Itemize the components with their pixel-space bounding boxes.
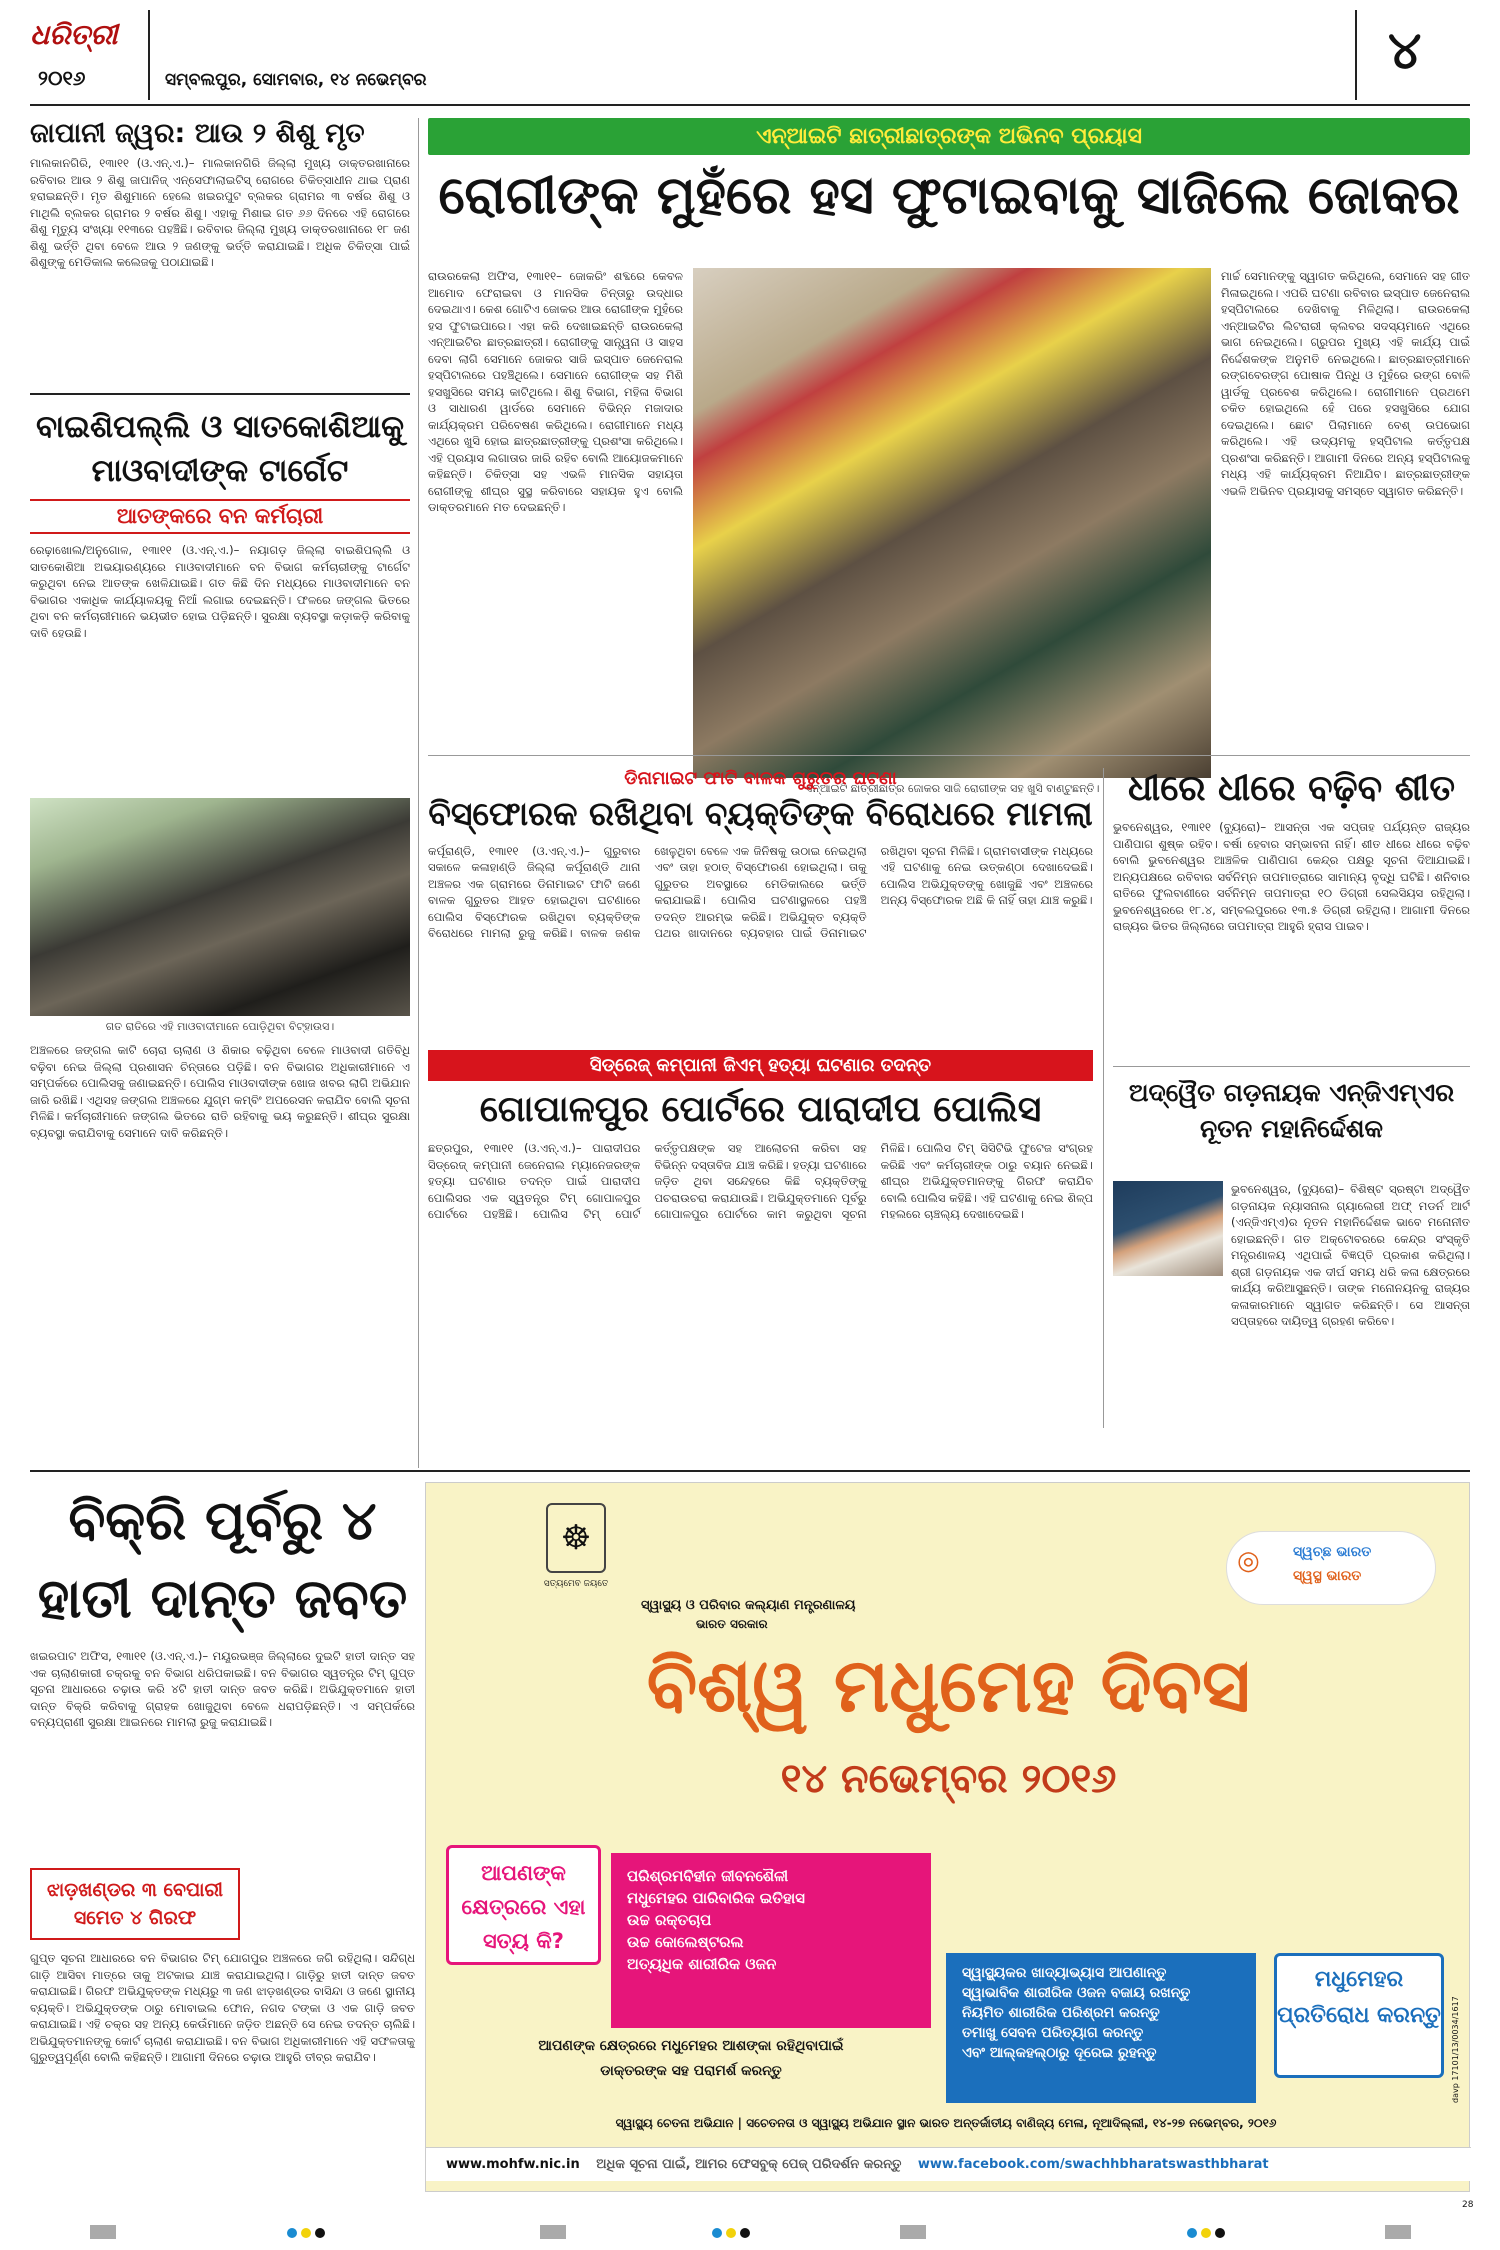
masthead [0, 0, 1500, 110]
top-story-body-left: ରାଉରକେଲା ଅଫିସ, ୧୩ା୧୧– ଜୋକରିଂ ଶବ୍ଦରେ କେବଳ ଆମୋଦ ଫେରାଇବା ଓ ମାନସିକ ଚିନ୍ତାରୁ ଉଦ୍ଧାର ଦେଇଥାଏ। କେଶ ଗୋଟିଏ ଜୋକର ଆଉ ରୋଗୀଙ୍କ ମୁହଁରେ ହସ ଫୁଟାଇପାରେ। ଏହା କରି ଦେଖାଇଛନ୍ତି ରାଉରକେଲା ଏନ୍‌ଆଇଟିର ଛାତ୍ରଛାତ୍ରୀ। ରୋଗୀଙ୍କୁ ସାନ୍ତ୍ୱନା ଓ ସାହସ ଦେବା ଲାଗି ସେମାନେ ଜୋକର ସାଜି ଇସ୍ପାତ ଜେନେରାଲ ହସ୍ପିଟାଲରେ ପହଞ୍ଚିଥିଲେ। ସେମାନେ ରୋଗୀଙ୍କ ସହ ମିଶି ହସଖୁସିରେ ସମୟ କାଟିଥିଲେ। ଶିଶୁ ବିଭାଗ, ମହିଳା ବିଭାଗ ଓ ସାଧାରଣ ୱାର୍ଡରେ ସେମାନେ ବିଭିନ୍ନ ମଜାଦାର କାର୍ଯ୍ୟକ୍ରମ ପରିବେଷଣ କରିଥିଲେ। ରୋଗୀମାନେ ମଧ୍ୟ ଏଥିରେ ଖୁସି ହୋଇ ଛାତ୍ରଛାତ୍ରୀଙ୍କୁ ପ୍ରଶଂସା କରିଥିଲେ। ଏହି ପ୍ରୟାସ ଲଗାତାର ଜାରି ରହିବ ବୋଲି ଆୟୋଜକମାନେ କହିଛନ୍ତି। ଚିକିତ୍ସା ସହ ଏଭଳି ମାନସିକ ସହାୟତା ରୋଗୀଙ୍କୁ ଶୀଘ୍ର ସୁସ୍ଥ କରିବାରେ ସହାୟକ ହୁଏ ବୋଲି ଡାକ୍ତରମାନେ ମତ ଦେଇଛନ୍ତି। [428, 269, 683, 514]
winter-headline: ଧୀରେ ଧୀରେ ବଢ଼ିବ ଶୀତ [1127, 768, 1455, 809]
ivory-body: ଖଇରପାଟ ଅଫିସ, ୧୩ା୧୧ (ଓ.ଏନ୍.ଏ.)– ମୟୂରଭଞ୍ଜ ଜିଲ୍ଲାରେ ଦୁଇଟି ହାତୀ ଦାନ୍ତ ସହ ଏକ ଚାଲାଣକାରୀ ଚକ୍ରକୁ ବନ ବିଭାଗ ଧରିପକାଇଛି। ବନ ବିଭାଗର ସ୍ୱତନ୍ତ୍ର ଟିମ୍ ଗୁପ୍ତ ସୂଚନା ଆଧାରରେ ଚଢ଼ାଉ କରି ୪ଟି ହାତୀ ଦାନ୍ତ ଜବତ କରିଛି। ଅଭିଯୁକ୍ତମାନେ ହାତୀ ଦାନ୍ତ ବିକ୍ରି କରିବାକୁ ଗ୍ରାହକ ଖୋଜୁଥିବା ବେଳେ ଧରାପଡ଼ିଛନ୍ତି। ଏ ସମ୍ପର୍କରେ ବନ୍ୟପ୍ରାଣୀ ସୁରକ୍ଷା ଆଇନରେ ମାମଲା ରୁଜୁ କରାଯାଇଛି। [30, 1649, 415, 1729]
swachh-bharat-logo [1226, 1531, 1436, 1605]
story-body-maoist-continued: ଅଞ୍ଚଳରେ ଜଙ୍ଗଲ କାଟି ଚୋରା ଚାଲାଣ ଓ ଶିକାର ବଢ଼ିଥିବା ବେଳେ ମାଓବାଦୀ ଗତିବିଧି ବଢ଼ିବା ନେଇ ଜିଲ୍ଲା ପ୍ରଶାସନ ଚିନ୍ତାରେ ପଡ଼ିଛି। ବନ ବିଭାଗର ଅଧିକାରୀମାନେ ଏ ସମ୍ପର୍କରେ ପୋଲିସକୁ ଜଣାଇଛନ୍ତି। ପୋଲିସ ମାଓବାଦୀଙ୍କ ଖୋଜ ଖବର ଲାଗି ଅଭିଯାନ ଜାରି ରଖିଛି। ଏଥିସହ ଜଙ୍ଗଲ ଅଞ୍ଚଳରେ ଯୁଗ୍ମ କମ୍ବିଂ ଅପରେସନ କରାଯିବ ବୋଲି ସୂଚନା ମିଳିଛି। କର୍ମଚାରୀମାନେ ଜଙ୍ଗଲ ଭିତରେ ରାତି ରହିବାକୁ ଭୟ କରୁଛନ୍ତି। ଶୀଘ୍ର ସୁରକ୍ଷା ବ୍ୟବସ୍ଥା କରାଯିବାକୁ ସେମାନେ ଦାବି କରିଛନ୍ତି। [30, 1043, 410, 1140]
ivory-subhead: ଝାଡ଼ଖଣ୍ଡର ୩ ବେପାରୀ ସମେତ ୪ ଗିରଫ [30, 1868, 240, 1940]
advaita-story [1113, 1066, 1470, 1328]
section-rule [30, 1470, 1470, 1472]
advice-item: ସ୍ୱାସ୍ଥ୍ୟକର ଖାଦ୍ୟାଭ୍ୟାସ ଆପଣାନ୍ତୁ [962, 1965, 1167, 1981]
advice-item: ଏବଂ ଆଲ୍‌କହଲ୍‌ଠାରୁ ଦୂରେଇ ରୁହନ୍ତୁ [962, 2045, 1157, 2061]
divider [428, 755, 1470, 756]
question-box: ଆପଣଙ୍କ କ୍ଷେତ୍ରରେ ଏହା ସତ୍ୟ କି? [446, 1845, 601, 1965]
divider [1113, 1066, 1470, 1067]
masthead-year: ୨୦୧୬ [38, 66, 86, 90]
cmyk-dots [1185, 2223, 1227, 2242]
ministry-line2: ଭାରତ ସରକାର [696, 1617, 768, 1631]
dynamite-body: କର୍ପୂରାଣ୍ଡି, ୧୩ା୧୧ (ଓ.ଏନ୍.ଏ.)– ଗୁରୁବାର ସକାଳେ କଳାହାଣ୍ଡି ଜିଲ୍ଲା କର୍ପୂରାଣ୍ଡି ଥାନା ଅଞ୍ଚଳର ଏକ ଗ୍ରାମରେ ଡିନାମାଇଟ ଫାଟି ଜଣେ ବାଳକ ଗୁରୁତର ଆହତ ହୋଇଥିବା ଘଟଣାରେ ପୋଲିସ ବିସ୍ଫୋରକ ରଖିଥିବା ବ୍ୟକ୍ତିଙ୍କ ବିରୋଧରେ ମାମଲା ରୁଜୁ କରିଛି। ବାଳକ ଜଣକ ଖେଳୁଥିବା ବେଳେ ଏକ ଜିନିଷକୁ ଉଠାଇ ନେଇଥିଲା ଏବଂ ତାହା ହଠାତ୍ ବିସ୍ଫୋରଣ ହୋଇଥିଲା। ତାକୁ ଗୁରୁତର ଅବସ୍ଥାରେ ମେଡିକାଲରେ ଭର୍ତ୍ତି କରାଯାଇଛି। ପୋଲିସ ଘଟଣାସ୍ଥଳରେ ପହଞ୍ଚି ତଦନ୍ତ ଆରମ୍ଭ କରିଛି। ଅଭିଯୁକ୍ତ ବ୍ୟକ୍ତି ପଥର ଖାଦାନରେ ବ୍ୟବହାର ପାଇଁ ଡିନାମାଇଟ ରଖିଥିବା ସୂଚନା ମିଳିଛି। ଗ୍ରାମବାସୀଙ୍କ ମଧ୍ୟରେ ଏହି ଘଟଣାକୁ ନେଇ ଉତ୍କଣ୍ଠା ଦେଖାଦେଇଛି। ପୋଲିସ ଅଭିଯୁକ୍ତଙ୍କୁ ଖୋଜୁଛି ଏବଂ ଅଞ୍ଚଳରେ ଅନ୍ୟ ବିସ୍ଫୋରକ ଅଛି କି ନାହିଁ ତାହା ଯାଞ୍ଚ କରୁଛି। [428, 843, 1093, 941]
winter-story [1113, 768, 1470, 1109]
ministry-line1: ସ୍ୱାସ୍ଥ୍ୟ ଓ ପରିବାର କଲ୍ୟାଣ ମନ୍ତ୍ରଣାଳୟ [641, 1598, 856, 1613]
trade-fair-line: ସ୍ୱାସ୍ଥ୍ୟ ଚେତନା ଅଭିଯାନ | ସଚେତନତା ଓ ସ୍ୱାସ୍ଥ୍ୟ ଅଭିଯାନ ସ୍ଥାନ ଭାରତ ଅନ୍ତର୍ଜାତୀୟ ବାଣିଜ୍ୟ ମେଳା, ନୂଆଦିଲ୍ଲୀ, ୧୪-୨୭ ନଭେମ୍ବର, ୨୦୧୬ [615, 2116, 1277, 2130]
spectacles-icon: ◎ [1237, 1546, 1260, 1576]
cmyk-dots [710, 2223, 752, 2242]
paper-logo: ଧରିତ୍ରୀ [30, 18, 118, 51]
joker-students-photo [693, 268, 1211, 778]
advice-item: ନିୟମିତ ଶାରୀରିକ ପରିଶ୍ରମ କରନ୍ତୁ [962, 2005, 1160, 2021]
grey-swatch [90, 2225, 116, 2239]
ivory-body-continued: ଗୁପ୍ତ ସୂଚନା ଆଧାରରେ ବନ ବିଭାଗର ଟିମ୍ ଯୋଗପୁର ଅଞ୍ଚଳରେ ଜଗି ରହିଥିଲା। ସନ୍ଦିଗ୍ଧ ଗାଡ଼ି ଆସିବା ମାତ୍ରେ ତାକୁ ଅଟକାଇ ଯାଞ୍ଚ କରାଯାଇଥିଲା। ଗାଡ଼ିରୁ ହାତୀ ଦାନ୍ତ ଜବତ କରାଯାଇଛି। ଗିରଫ ଅଭିଯୁକ୍ତଙ୍କ ମଧ୍ୟରୁ ୩ ଜଣ ଝାଡ଼ଖଣ୍ଡର ବାସିନ୍ଦା ଓ ଜଣେ ସ୍ଥାନୀୟ ବ୍ୟକ୍ତି। ଅଭିଯୁକ୍ତଙ୍କ ଠାରୁ ମୋବାଇଲ ଫୋନ, ନଗଦ ଟଙ୍କା ଓ ଏକ ଗାଡ଼ି ଜବତ କରାଯାଇଛି। ଏହି ଚକ୍ର ସହ ଅନ୍ୟ କେଉଁମାନେ ଜଡ଼ିତ ଅଛନ୍ତି ସେ ନେଇ ତଦନ୍ତ ଚାଲିଛି। ଅଭିଯୁକ୍ତମାନଙ୍କୁ କୋର୍ଟ ଚାଲାଣ କରାଯାଇଛି। ବନ ବିଭାଗ ଅଧିକାରୀମାନେ ଏହି ସଫଳତାକୁ ଗୁରୁତ୍ୱପୂର୍ଣ୍ଣ ବୋଲି କହିଛନ୍ତି। ଆଗାମୀ ଦିନରେ ଚଢ଼ାଉ ଆହୁରି ତୀବ୍ର କରାଯିବ। [30, 1951, 415, 2064]
top-story-headline: ରୋଗୀଙ୍କ ମୁହଁରେ ହସ ଫୁଟାଇବାକୁ ସାଜିଲେ ଜୋକର [438, 166, 1460, 226]
murder-story [428, 1050, 1093, 1445]
grey-swatch [1385, 2225, 1411, 2239]
story-subhead-maoist: ଆତଙ୍କରେ ବନ କର୍ମଚାରୀ [30, 499, 410, 534]
grey-swatch [900, 2225, 926, 2239]
print-registration-marks [0, 2215, 1500, 2250]
advice-item: ତମାଖୁ ସେବନ ପରିତ୍ୟାଗ କରନ୍ତୁ [962, 2025, 1144, 2041]
risk-item: ମଧୁମେହର ପାରିବାରିକ ଇତିହାସ [627, 1889, 805, 1907]
emblem-caption: ସତ୍ୟମେବ ଜୟତେ [543, 1579, 609, 1589]
ad-page-number: 28 [1462, 2200, 1474, 2210]
top-story-kicker: ଏନ୍‌ଆଇଟି ଛାତ୍ରୀଛାତ୍ରଙ୍କ ଅଭିନବ ପ୍ରୟାସ [428, 118, 1470, 155]
diabetes-day-ad [425, 1482, 1470, 2192]
winter-body: ଭୁବନେଶ୍ୱର, ୧୩ା୧୧ (ବ୍ୟୁରୋ)– ଆସନ୍ତା ଏକ ସପ୍ତାହ ପର୍ଯ୍ୟନ୍ତ ରାଜ୍ୟର ପାଣିପାଗ ଶୁଷ୍କ ରହିବ। ବର୍ଷା ହେବାର ସମ୍ଭାବନା ନାହିଁ। ଶୀତ ଧୀରେ ଧୀରେ ବଢ଼ିବ ବୋଲି ଭୁବନେଶ୍ୱର ଆଞ୍ଚଳିକ ପାଣିପାଗ କେନ୍ଦ୍ର ପକ୍ଷରୁ ସୂଚନା ଦିଆଯାଇଛି। ଅନ୍ୟପକ୍ଷରେ ରବିବାର ସର୍ବନିମ୍ନ ତାପମାତ୍ରାରେ ସାମାନ୍ୟ ବୃଦ୍ଧି ଘଟିଛି। ଶନିବାର ରାତିରେ ଫୁଲବାଣୀରେ ସର୍ବନିମ୍ନ ତାପମାତ୍ରା ୧୦ ଡିଗ୍ରୀ ସେଲସିୟସ ରହିଥିଲା। ଭୁବନେଶ୍ୱରରେ ୧୮.୪, ସମ୍ବଲପୁରରେ ୧୩.୫ ଡିଗ୍ରୀ ରହିଥିଲା। ଆଗାମୀ ଦିନରେ ରାଜ୍ୟର ଭିତର ଜିଲ୍ଲାରେ ତାପମାତ୍ରା ଆହୁରି ହ୍ରାସ ପାଇବ। [1113, 820, 1470, 934]
swachh-line1: ସ୍ୱଚ୍ଛ ଭାରତ [1293, 1544, 1372, 1560]
story-headline-maoist-target: ବାଇଶିପଲ୍ଲି ଓ ସାତକୋଶିଆକୁ ମାଓବାଦୀଙ୍କ ଟାର୍ଗେଟ [35, 409, 404, 490]
murder-kicker: ସିଡ୍ରେଜ୍ କମ୍ପାନୀ ଜିଏମ୍ ହତ୍ୟା ଘଟଣାର ତଦନ୍ତ [428, 1050, 1093, 1081]
national-emblem-icon: ☸ [546, 1503, 606, 1573]
dateline: ସମ୍ବଲପୁର, ସୋମବାର, ୧୪ ନଭେମ୍ବର [165, 70, 427, 90]
advaita-headline: ଅଦ୍ୱୈତ ଗଡ଼ନାୟକ ଏନ୍‌ଜିଏମ୍‌ଏର ନୂତନ ମହାନିର୍ଦ୍ଦେଶକ [1128, 1078, 1455, 1143]
murder-headline: ଗୋପାଳପୁର ପୋର୍ଟରେ ପାରାଦୀପ ପୋଲିସ [479, 1089, 1042, 1130]
ministry-website-link[interactable]: www.mohfw.nic.in [446, 2157, 580, 2172]
story-body-japanese-fever: ମାଲକାନଗିରି, ୧୩ା୧୧ (ଓ.ଏନ୍.ଏ.)– ମାଲକାନଗିରି ଜିଲ୍ଲା ମୁଖ୍ୟ ଡାକ୍ତରଖାନାରେ ରବିବାର ଆଉ ୨ ଶିଶୁ ଜାପାନିଜ୍ ଏନ୍‌ସେଫାଲାଇଟିସ୍ ରୋଗରେ ଚିକିତ୍ସାଧୀନ ଥାଇ ପ୍ରାଣ ହରାଇଛନ୍ତି। ମୃତ ଶିଶୁମାନେ ହେଲେ ଖଇରପୁଟ ବ୍ଲକର ଗ୍ରାମର ୩ ବର୍ଷର ଶିଶୁ ଓ ମାଥିଲି ବ୍ଲକର ଗ୍ରାମର ୨ ବର୍ଷର ଶିଶୁ। ଏହାକୁ ମିଶାଇ ଗତ ୬୬ ଦିନରେ ଏହି ରୋଗରେ ଶିଶୁ ମୃତ୍ୟୁ ସଂଖ୍ୟା ୧୧୩ରେ ପହଞ୍ଚିଛି। ରବିବାର ଜିଲ୍ଲା ମୁଖ୍ୟ ଡାକ୍ତରଖାନାରେ ୧୮ ଜଣ ଶିଶୁ ଭର୍ତ୍ତି ଥିବା ବେଳେ ଆଉ ୨ ଜଣଙ୍କୁ ଭର୍ତ୍ତି କରାଯାଇଛି। ଅଧିକ ଚିକିତ୍ସା ପାଇଁ ଶିଶୁଙ୍କୁ ମେଡିକାଲ କଲେଜକୁ ପଠାଯାଇଛି। [30, 156, 410, 270]
story-headline-japanese-fever: ଜାପାନୀ ଜ୍ୱର: ଆଉ ୨ ଶିଶୁ ମୃତ [30, 118, 365, 149]
dynamite-story [428, 768, 1093, 1018]
advice-box [946, 1953, 1256, 2103]
facebook-page-link[interactable]: www.facebook.com/swachhbharatswasthbharat [917, 2157, 1269, 2172]
advaita-portrait-photo [1113, 1181, 1223, 1276]
swachh-line2: ସ୍ୱସ୍ଥ ଭାରତ [1293, 1568, 1362, 1584]
facebook-prompt: ଅଧିକ ସୂଚନା ପାଇଁ, ଆମର ଫେସବୁକ୍ ପେଜ୍ ପରିଦର୍ଶନ କରନ୍ତୁ [596, 2157, 902, 2172]
divider [30, 393, 410, 395]
consult-line2: ଡାକ୍ତରଙ୍କ ସହ ପରାମର୍ଶ କରନ୍ତୁ [600, 2063, 782, 2079]
masthead-rule [30, 104, 1470, 106]
maoist-burnt-house-photo [30, 798, 410, 1016]
grey-swatch [540, 2225, 566, 2239]
davp-code: davp 17101/13/0034/1617 [1451, 1996, 1460, 2103]
cmyk-dots [285, 2223, 327, 2242]
ad-date: ୧୪ ନଭେମ୍ବର ୨୦୧୬ [780, 1755, 1117, 1802]
column-divider [418, 118, 419, 1468]
risk-item: ଉଚ୍ଚ ରକ୍ତଚାପ [627, 1911, 712, 1929]
risk-factors-box [611, 1853, 931, 2028]
top-story-body-right: ମାର୍ଚ୍ଚ ସେମାନଙ୍କୁ ସ୍ୱାଗତ କରିଥିଲେ, ସେମାନେ ସହ ଗୀତ ମିଳାଇଥିଲେ। ଏପରି ଘଟଣା ରବିବାର ଇସ୍ପାତ ଜେନେରାଲ ହସ୍ପିଟାଲରେ ଦେଖିବାକୁ ମିଳିଥିଲା। ରାଉରକେଲା ଏନ୍‌ଆଇଟିର ଲିଟରାରୀ କ୍ଲବର ସଦସ୍ୟମାନେ ଏଥିରେ ଭାଗ ନେଇଥିଲେ। ଗ୍ରୁପର ମୁଖ୍ୟ ଏହି କାର୍ଯ୍ୟ ପାଇଁ ନିର୍ଦ୍ଦେଶକଙ୍କ ଅନୁମତି ନେଇଥିଲେ। ଛାତ୍ରଛାତ୍ରୀମାନେ ରଙ୍ଗବେରଙ୍ଗ ପୋଷାକ ପିନ୍ଧି ଓ ମୁହଁରେ ରଙ୍ଗ ବୋଳି ୱାର୍ଡକୁ ପ୍ରବେଶ କରିଥିଲେ। ରୋଗୀମାନେ ପ୍ରଥମେ ଚକିତ ହୋଇଥିଲେ ହେଁ ପରେ ହସଖୁସିରେ ଯୋଗ ଦେଇଥିଲେ। ଛୋଟ ପିଲାମାନେ ବେଶ୍ ଉପଭୋଗ କରିଥିଲେ। ଏହି ଉଦ୍ୟମକୁ ହସ୍ପିଟାଲ କର୍ତ୍ତୃପକ୍ଷ ପ୍ରଶଂସା କରିଛନ୍ତି। ଆଗାମୀ ଦିନରେ ଅନ୍ୟ ହସ୍ପିଟାଲକୁ ମଧ୍ୟ ଏହି କାର୍ଯ୍ୟକ୍ରମ ନିଆଯିବ। ଛାତ୍ରଛାତ୍ରୀଙ୍କ ଏଭଳି ଅଭିନବ ପ୍ରୟାସକୁ ସମସ୍ତେ ସ୍ୱାଗତ କରିଛନ୍ତି। [1221, 269, 1470, 498]
risk-item: ଉଚ୍ଚ କୋଲେଷ୍ଟରଲ [627, 1933, 744, 1951]
murder-body: ଛତ୍ରପୁର, ୧୩ା୧୧ (ଓ.ଏନ୍.ଏ.)– ପାରାଦୀପର ସିଡ୍ରେଜ୍ କମ୍ପାନୀ ଜେନେରାଲ ମ୍ୟାନେଜରଙ୍କ ହତ୍ୟା ଘଟଣାର ତଦନ୍ତ ପାଇଁ ପାରାଦୀପ ପୋଲିସର ଏକ ସ୍ୱତନ୍ତ୍ର ଟିମ୍ ଗୋପାଳପୁର ପୋର୍ଟରେ ପହଞ୍ଚିଛି। ପୋଲିସ ଟିମ୍ ପୋର୍ଟ କର୍ତ୍ତୃପକ୍ଷଙ୍କ ସହ ଆଲୋଚନା କରିବା ସହ ବିଭିନ୍ନ ଦସ୍ତାବିଜ ଯାଞ୍ଚ କରିଛି। ହତ୍ୟା ଘଟଣାରେ ଜଡ଼ିତ ଥିବା ସନ୍ଦେହରେ କିଛି ବ୍ୟକ୍ତିଙ୍କୁ ପଚରାଉଚରା କରାଯାଉଛି। ଅଭିଯୁକ୍ତମାନେ ପୂର୍ବରୁ ଗୋପାଳପୁର ପୋର୍ଟରେ କାମ କରୁଥିବା ସୂଚନା ମିଳିଛି। ପୋଲିସ ଟିମ୍ ସିସିଟିଭି ଫୁଟେଜ ସଂଗ୍ରହ କରିଛି ଏବଂ କର୍ମଚାରୀଙ୍କ ଠାରୁ ବୟାନ ନେଇଛି। ଶୀଘ୍ର ଅଭିଯୁକ୍ତମାନଙ୍କୁ ଗିରଫ କରାଯିବ ବୋଲି ପୋଲିସ କହିଛି। ଏହି ଘଟଣାକୁ ନେଇ ଶିଳ୍ପ ମହଲରେ ଚାଞ୍ଚଲ୍ୟ ଦେଖାଦେଇଛି। [428, 1141, 1093, 1222]
story-body-maoist: ରେଢ଼ାଖୋଲ/ଅନୁଗୋଳ, ୧୩ା୧୧ (ଓ.ଏନ୍.ଏ.)– ନୟାଗଡ଼ ଜିଲ୍ଲା ବାଇଶିପଲ୍ଲି ଓ ସାତକୋଶିଆ ଅଭୟାରଣ୍ୟରେ ମାଓବାଦୀମାନେ ବନ ବିଭାଗ କର୍ମଚାରୀଙ୍କୁ ଟାର୍ଗେଟ କରୁଥିବା ନେଇ ଆତଙ୍କ ଖେଳିଯାଇଛି। ଗତ କିଛି ଦିନ ମଧ୍ୟରେ ମାଓବାଦୀମାନେ ବନ ବିଭାଗର ଏକାଧିକ କାର୍ଯ୍ୟାଳୟକୁ ନିଆଁ ଲଗାଇ ଦେଇଛନ୍ତି। ଫଳରେ ଜଙ୍ଗଲ ଭିତରେ ଥିବା ବନ କର୍ମଚାରୀମାନେ ଭୟଭୀତ ହୋଇ ପଡ଼ିଛନ୍ତି। ସୁରକ୍ଷା ବ୍ୟବସ୍ଥା କଡ଼ାକଡ଼ି କରିବାକୁ ଦାବି ହେଉଛି। [30, 543, 410, 640]
column-divider [1103, 768, 1104, 1428]
left-column [30, 118, 410, 1582]
ad-title: ବିଶ୍ୱ ମଧୁମେହ ଦିବସ [646, 1643, 1251, 1729]
maoist-photo-caption: ଗତ ରାତିରେ ଏହି ମାଓବାଦୀମାନେ ପୋଡ଼ିଥିବା ବିଟ୍‌ହାଉସ। [105, 1020, 335, 1034]
ad-footer [426, 2147, 1471, 2181]
masthead-divider [148, 10, 150, 100]
prevent-diabetes-box: ମଧୁମେହର ପ୍ରତିରୋଧ କରନ୍ତୁ [1274, 1953, 1444, 2078]
masthead-divider-right [1355, 10, 1357, 100]
advaita-body: ଭୁବନେଶ୍ୱର, (ବ୍ୟୁରୋ)– ବିଶିଷ୍ଟ ସ୍ରଷ୍ଟା ଅଦ୍ୱୈତ ଗଡ଼ନାୟକ ନ୍ୟାସନାଲ ଗ୍ୟାଲେରୀ ଅଫ୍ ମଡର୍ନ ଆର୍ଟ (ଏନ୍‌ଜିଏମ୍‌ଏ)ର ନୂତନ ମହାନିର୍ଦ୍ଦେଶକ ଭାବେ ମନୋନୀତ ହୋଇଛନ୍ତି। ଗତ ଅକ୍ଟୋବରରେ କେନ୍ଦ୍ର ସଂସ୍କୃତି ମନ୍ତ୍ରଣାଳୟ ଏଥିପାଇଁ ବିଜ୍ଞପ୍ତି ପ୍ରକାଶ କରିଥିଲା। ଶ୍ରୀ ଗଡ଼ନାୟକ ଏକ ଦୀର୍ଘ ସମୟ ଧରି କଳା କ୍ଷେତ୍ରରେ କାର୍ଯ୍ୟ କରିଆସୁଛନ୍ତି। ତାଙ୍କ ମନୋନୟନକୁ ରାଜ୍ୟର କଳାକାରମାନେ ସ୍ୱାଗତ କରିଛନ୍ତି। ସେ ଆସନ୍ତା ସପ୍ତାହରେ ଦାୟିତ୍ୱ ଗ୍ରହଣ କରିବେ। [1231, 1182, 1470, 1328]
ivory-headline: ବିକ୍ରି ପୂର୍ବରୁ ୪ ହାତୀ ଦାନ୍ତ ଜବତ [37, 1489, 408, 1630]
top-story-photo-caption: ଏନ୍‌ଆଇଟି ଛାତ୍ରୀଛାତ୍ର ଜୋକର ସାଜି ରୋଗୀଙ୍କ ସହ ଖୁସି ବାଣ୍ଟୁଛନ୍ତି। [804, 782, 1100, 795]
dynamite-headline: ବିସ୍ଫୋରକ ରଖିଥିବା ବ୍ୟକ୍ତିଙ୍କ ବିରୋଧରେ ମାମଲା [428, 794, 1093, 833]
dynamite-kicker: ଡିନାମାଇଟ ଫାଟି ବାଳକ ଗୁରୁତର ଘଟଣା [624, 768, 897, 789]
ivory-story [30, 1482, 415, 2250]
risk-item: ଅତ୍ୟଧିକ ଶାରୀରିକ ଓଜନ [627, 1955, 777, 1973]
page-number: ୪ [1388, 20, 1422, 81]
risk-item: ପରିଶ୍ରମବିହୀନ ଜୀବନଶୈଳୀ [627, 1867, 789, 1885]
advice-item: ସ୍ୱାଭାବିକ ଶାରୀରିକ ଓଜନ ବଜାୟ ରଖନ୍ତୁ [962, 1985, 1191, 2001]
consult-line1: ଆପଣଙ୍କ କ୍ଷେତ୍ରରେ ମଧୁମେହର ଆଶଙ୍କା ରହିଥିବାପାଇଁ [538, 2038, 844, 2054]
